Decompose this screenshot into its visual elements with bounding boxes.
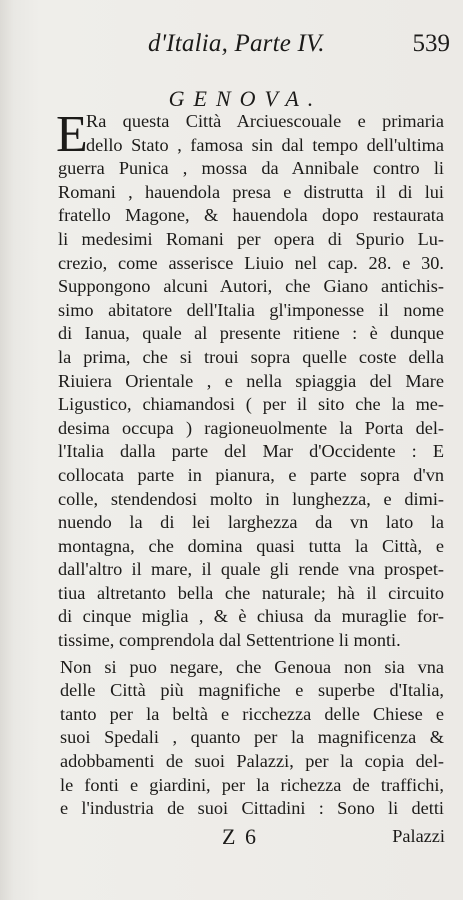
section-title: GENOVA. (168, 86, 323, 111)
text-line: colle, stendendosi molto in lunghezza, e dimi- (58, 488, 444, 509)
text-line: di cinque miglia , & è chiusa da muraglie for- (58, 606, 444, 627)
text-line: montagna, che domina quasi tutta la Città, e (58, 535, 444, 556)
text-line: Riuiera Orientale , e nella spiaggia del Mare (58, 370, 444, 391)
signature-mark: Z 6 (222, 824, 258, 849)
text-line: crezio, come asserisce Liuio nel cap. 28. e 30. (58, 252, 444, 273)
text-line: tiua altretanto bella che naturale; hà il circuito (58, 582, 444, 603)
text-line: dello Stato , famosa sin dal tempo dell'ultima (86, 134, 444, 155)
body-text (56, 106, 444, 821)
text-line: suoi Spedali , quanto per la magnificenza & (60, 727, 444, 748)
text-line: Ligustico, chiamandosi ( per il sito che la me- (58, 394, 444, 415)
text-line: e l'industria de suoi Cittadini : Sono li detti (60, 798, 444, 819)
text-line: la prima, che si troui sopra quelle coste della (58, 346, 444, 367)
text-line: tanto per la beltà e ricchezza delle Chiese e (60, 703, 444, 724)
catchword: Palazzi (392, 826, 445, 846)
text-line: di Ianua, quale al presente ritiene : è dunque (58, 323, 444, 344)
drop-cap: E (56, 106, 88, 163)
paragraph-1 (56, 106, 444, 653)
text-line: desima occupa ) ragioneuolmente la Porta del- (58, 417, 444, 438)
text-line: nuendo la di lei larghezza da vn lato la (58, 512, 444, 533)
page-number: 539 (412, 30, 450, 57)
text-line: li medesimi Romani per opera di Spurio Lu- (58, 228, 444, 249)
paragraph-2 (58, 656, 444, 821)
page-header (148, 30, 450, 64)
text-line: guerra Punica , mossa da Annibale contro li (58, 158, 444, 179)
text-line: collocata parte in pianura, e parte sopra d'vn (58, 464, 444, 485)
text-line: delle Città più magnifiche e superbe d'Italia, (60, 680, 444, 701)
running-head: d'Italia, Parte IV. (148, 30, 325, 57)
text-line: Suppongono alcuni Autori, che Giano antichis- (58, 276, 444, 297)
page-footer (0, 824, 463, 854)
text-line: Romani , hauendola presa e distrutta il di lui (58, 181, 444, 202)
text-line: Ra questa Città Arciuescouale e primaria (86, 111, 444, 131)
text-line: dall'altro il mare, il quale gli rende vna prospet- (58, 559, 444, 580)
text-line: fratello Magone, & hauendola dopo restaurata (58, 205, 444, 226)
text-line: simo abitatore dell'Italia gl'imponesse il nome (58, 299, 444, 320)
text-line: adobbamenti de suoi Palazzi, per la copia del- (60, 751, 444, 772)
text-line: l'Italia dalla parte del Mar d'Occidente : E (58, 441, 444, 462)
text-line: le fonti e giardini, per la richezza de traffichi, (60, 774, 444, 795)
text-line: Non si puo negare, che Genoua non sia vna (60, 656, 444, 677)
text-line: tissime, comprendola dal Settentrione li monti. (58, 630, 401, 651)
